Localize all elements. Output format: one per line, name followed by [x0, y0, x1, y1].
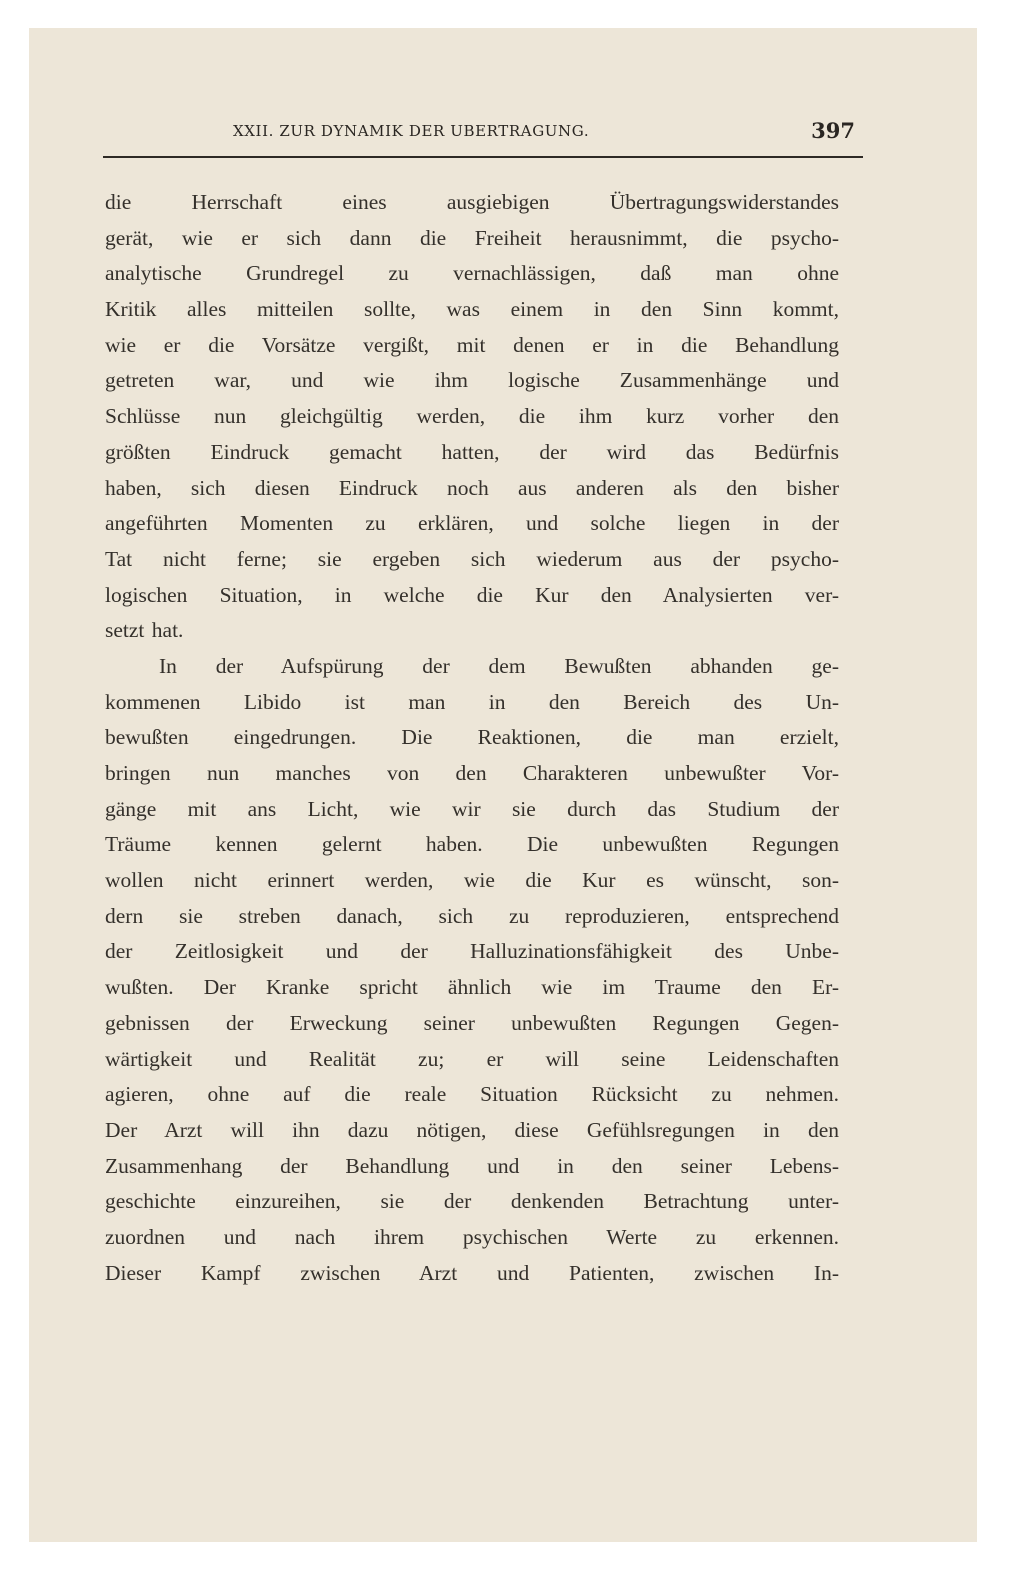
body-text: [105, 185, 839, 1291]
text-line: Träume kennen gelernt haben. Die unbewußten Regungen: [105, 832, 839, 857]
text-line: Zusammenhang der Behandlung und in den seiner Lebens-: [105, 1153, 839, 1178]
text-line: kommenen Libido ist man in den Bereich des Un-: [105, 689, 839, 714]
text-line: wollen nicht erinnert werden, wie die Kur es wünscht, son-: [105, 868, 839, 893]
page-number: 397: [811, 118, 855, 143]
text-line: bewußten eingedrungen. Die Reaktionen, die man erzielt,: [105, 725, 839, 750]
book-page: [29, 28, 977, 1542]
text-line: Der Arzt will ihn dazu nötigen, diese Gefühlsregungen in den: [105, 1117, 839, 1142]
text-line: gebnissen der Erweckung seiner unbewußten Regungen Gegen-: [105, 1010, 839, 1035]
text-line: die Herrschaft eines ausgiebigen Übertragungswiderstandes: [105, 190, 839, 214]
text-line: haben, sich diesen Eindruck noch aus anderen als den bisher: [105, 475, 839, 500]
text-line: gerät, wie er sich dann die Freiheit herausnimmt, die psycho-: [105, 225, 839, 250]
text-line: wußten. Der Kranke spricht ähnlich wie im Traume den Er-: [105, 975, 839, 1000]
text-line: geschichte einzureihen, sie der denkenden Betrachtung unter-: [105, 1189, 839, 1214]
running-header: [103, 116, 863, 158]
text-line: angeführten Momenten zu erklären, und solche liegen in der: [105, 511, 839, 536]
text-line: größten Eindruck gemacht hatten, der wird das Bedürfnis: [105, 439, 839, 464]
text-line: Schlüsse nun gleichgültig werden, die ihm kurz vorher den: [105, 404, 839, 429]
text-line: setzt hat.: [105, 618, 184, 643]
text-line: Kritik alles mitteilen sollte, was einem in den Sinn kommt,: [105, 297, 839, 322]
text-line: bringen nun manches von den Charakteren unbewußter Vor-: [105, 761, 839, 785]
text-line: analytische Grundregel zu vernachlässigen, daß man ohne: [105, 261, 839, 286]
text-line: Dieser Kampf zwischen Arzt und Patienten, zwischen In-: [105, 1260, 839, 1285]
text-line: wärtigkeit und Realität zu; er will seine Leidenschaften: [105, 1046, 839, 1071]
text-line: der Zeitlosigkeit und der Halluzinationsfähigkeit des Unbe-: [105, 939, 839, 964]
paragraph-start-line: In der Aufspürung der dem Bewußten abhanden ge-: [159, 653, 839, 678]
text-line: zuordnen und nach ihrem psychischen Werte zu erkennen.: [105, 1224, 839, 1249]
text-line: logischen Situation, in welche die Kur den Analysierten ver-: [105, 582, 839, 607]
text-line: getreten war, und wie ihm logische Zusammenhänge und: [105, 368, 839, 393]
text-line: agieren, ohne auf die reale Situation Rücksicht zu nehmen.: [105, 1082, 839, 1107]
text-line: dern sie streben danach, sich zu reproduzieren, entsprechend: [105, 903, 839, 928]
text-line: wie er die Vorsätze vergißt, mit denen er in die Behandlung: [105, 332, 839, 357]
chapter-title: XXII. ZUR DYNAMIK DER UBERTRAGUNG.: [233, 122, 590, 140]
text-line: Tat nicht ferne; sie ergeben sich wiederum aus der psycho-: [105, 546, 839, 571]
text-line: gänge mit ans Licht, wie wir sie durch das Studium der: [105, 796, 839, 821]
